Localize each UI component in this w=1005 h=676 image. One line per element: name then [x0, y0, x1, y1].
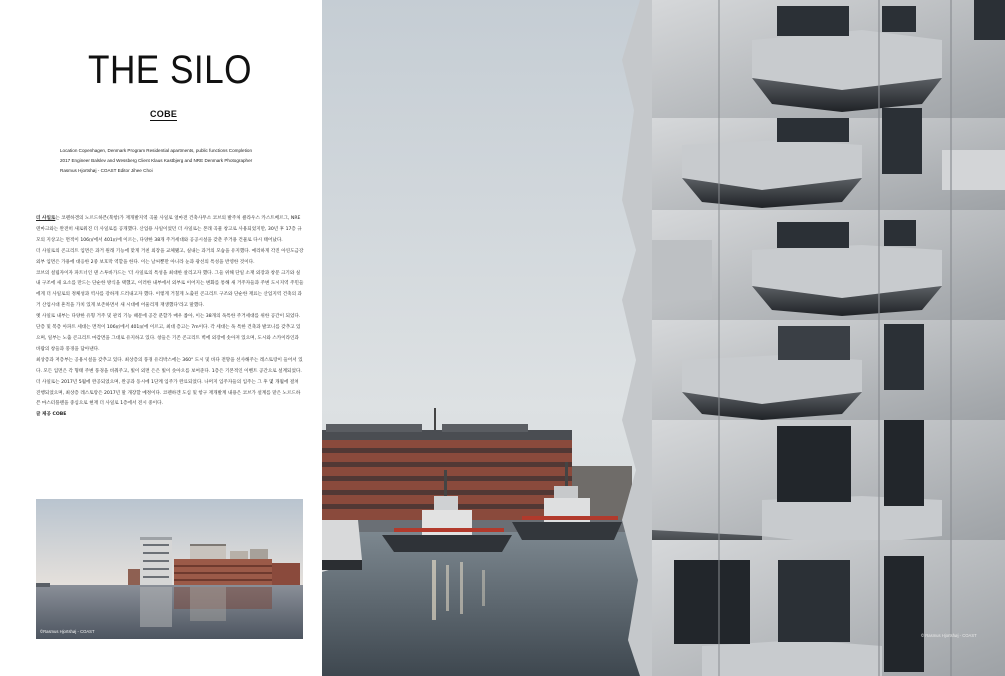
silo-facade-photo — [322, 0, 1005, 676]
project-credits — [60, 146, 292, 176]
facade-module-row — [652, 108, 1005, 210]
facade-module-row — [652, 320, 1005, 420]
harbour-overview-illustration — [36, 499, 303, 639]
body-paragraph: 최상층과 저층부는 공용시설을 갖추고 있다. 최상층의 풍경 유리박스에는 360° 도시 및 바다 전망을 선사해주는 레스토랑이 들어서 있다. 모든 입면은 각 형태 주변 풍경을 비춰주고, 빛이 외면 은은 빛이 솟아오를 보여준다. 1층은 기본적인 이벤트 공간으로 설계되었다. — [36, 357, 303, 374]
body-paragraph: 더 사일로는 2017년 5월에 완공되었으며, 완공과 동시에 1단계 입주가 완료되었다. 나머지 입주자들의 입주는 그 후 몇 개월에 걸쳐 진행되었으며, 최상층 레스토랑은 2017년 말 개장할 예정이다. 코펜하겐 도심 및 항구 재개발계 내용은 코브가 설계를 맡은 노르드하븐 마스터플랜을 중심으로 현재 더 사일로 1층에서 전시 중이다. — [36, 379, 301, 407]
facade-module-row — [652, 210, 1005, 320]
left-page — [0, 0, 322, 676]
body-paragraph: 코브의 설립자이자 파트너인 댄 스투바가드는 '더 사일로의 특성을 최대한 살리고자 했다. 그들 위해 단일 소재 외장과 창문 크기와 실내 구조에 새 요소를 만드는 단순한 방식을 택했고, 이러한 내부에서 외부로 이어지는 변화를 통해 새 거주자들과 주변 도시지역 주민들에게 더 사일로의 정체성과 역사를 강하게 드러내고자 했다. 이렇게 거칠게 노출된 콘크리트 구조와 단순한 재료는 산업지역 건축의 과거 산업시대 흔적을 가치 있게 보존하면서 새 시대에 어울리게 재생했다'라고 말했다. — [36, 270, 304, 309]
article-title: THE SILO — [88, 48, 252, 92]
silo-facade-illustration — [322, 0, 1005, 676]
architect-name: COBE — [150, 109, 178, 119]
credits-line: 2017 Engineer Balslev and Wessberg Client Klaus Kastbjerg and NRE Denmark Photographer — [60, 158, 253, 163]
small-photo-credit: ©Rasmus Hjortshøj - COAST — [40, 629, 95, 634]
silo-tower — [140, 537, 172, 585]
text-source-note: 글 제공 COBE — [36, 412, 67, 418]
lead-term: 더 사일로 — [36, 216, 56, 221]
harbour-overview-photo — [36, 499, 303, 639]
big-photo-credit: © Rasmus Hjortshøj - COAST — [921, 633, 977, 638]
credits-line: Rasmus Hjortshøj - COAST Editor Jihee Choi — [60, 168, 153, 173]
body-paragraph: 옛 사일로 내부는 다양한 유형 거주 및 관리 기능 때문에 공간 분할가 매우 좁아, 이는 38개의 독특한 주거세대를 위한 공간이 되었다. 단층 및 복층 아파트 세대는 면적이 106㎡에서 401㎡에 이르고, 최대 층고는 7m이다. 각 세대는 독 특한 건축과 발코니를 갖추고 있으며, 일부는 노출 콘크리트 마감면을 그대로 유지하고 있다. 창들은 기존 콘크리트 벽에 외장에 솟아져 있으며, 도시와 스카이라인과 바람의 창들과 풍경을 담아낸다. — [36, 314, 301, 352]
facade-module-row — [652, 0, 1005, 118]
body-paragraph: 더 사일로의 콘크리트 입면은 과거 원래 기능에 맞게 거친 외장을 교체됐고, 실내는 과거의 모습을 유지했다. 예리하게 각진 아연도금강 외부 입면은 가용에 대응한 2중 보호막 역할을 한다. 이는 날씨뿐만 아니라 눈과 광선의 특성을 반영한 것이다. — [36, 248, 304, 265]
silo-facade — [622, 0, 1005, 676]
paragraph-text: 는 코펜하겐의 노르드하븐(북항)가 재개발지역 곡물 사일로 얼마전 건축사무소 코브의 발주처 클라우스 카스트베르그, NRE덴마크와는 완전히 새로워진 더 사일로를 공개했다. 산업용 사일이었던 더 사일로는 본래 곡물 창고로 사용되었지만, 30년 후 17층 규모의 지상고는 면적이 106㎡에서 401㎡에 이르는, 다양한 38개 주거세대와 공공시설을 갖춘 주거용 건물로 다시 태어났다. — [36, 216, 302, 243]
body-paragraph — [36, 214, 304, 247]
article-body — [36, 214, 304, 421]
facade-module-row — [652, 420, 1005, 560]
facade-module-row — [652, 540, 1005, 676]
credits-line: Location Copenhagen, Denmark Program Residential apartments, public functions Completion — [60, 148, 253, 153]
boat-bow — [322, 520, 362, 572]
